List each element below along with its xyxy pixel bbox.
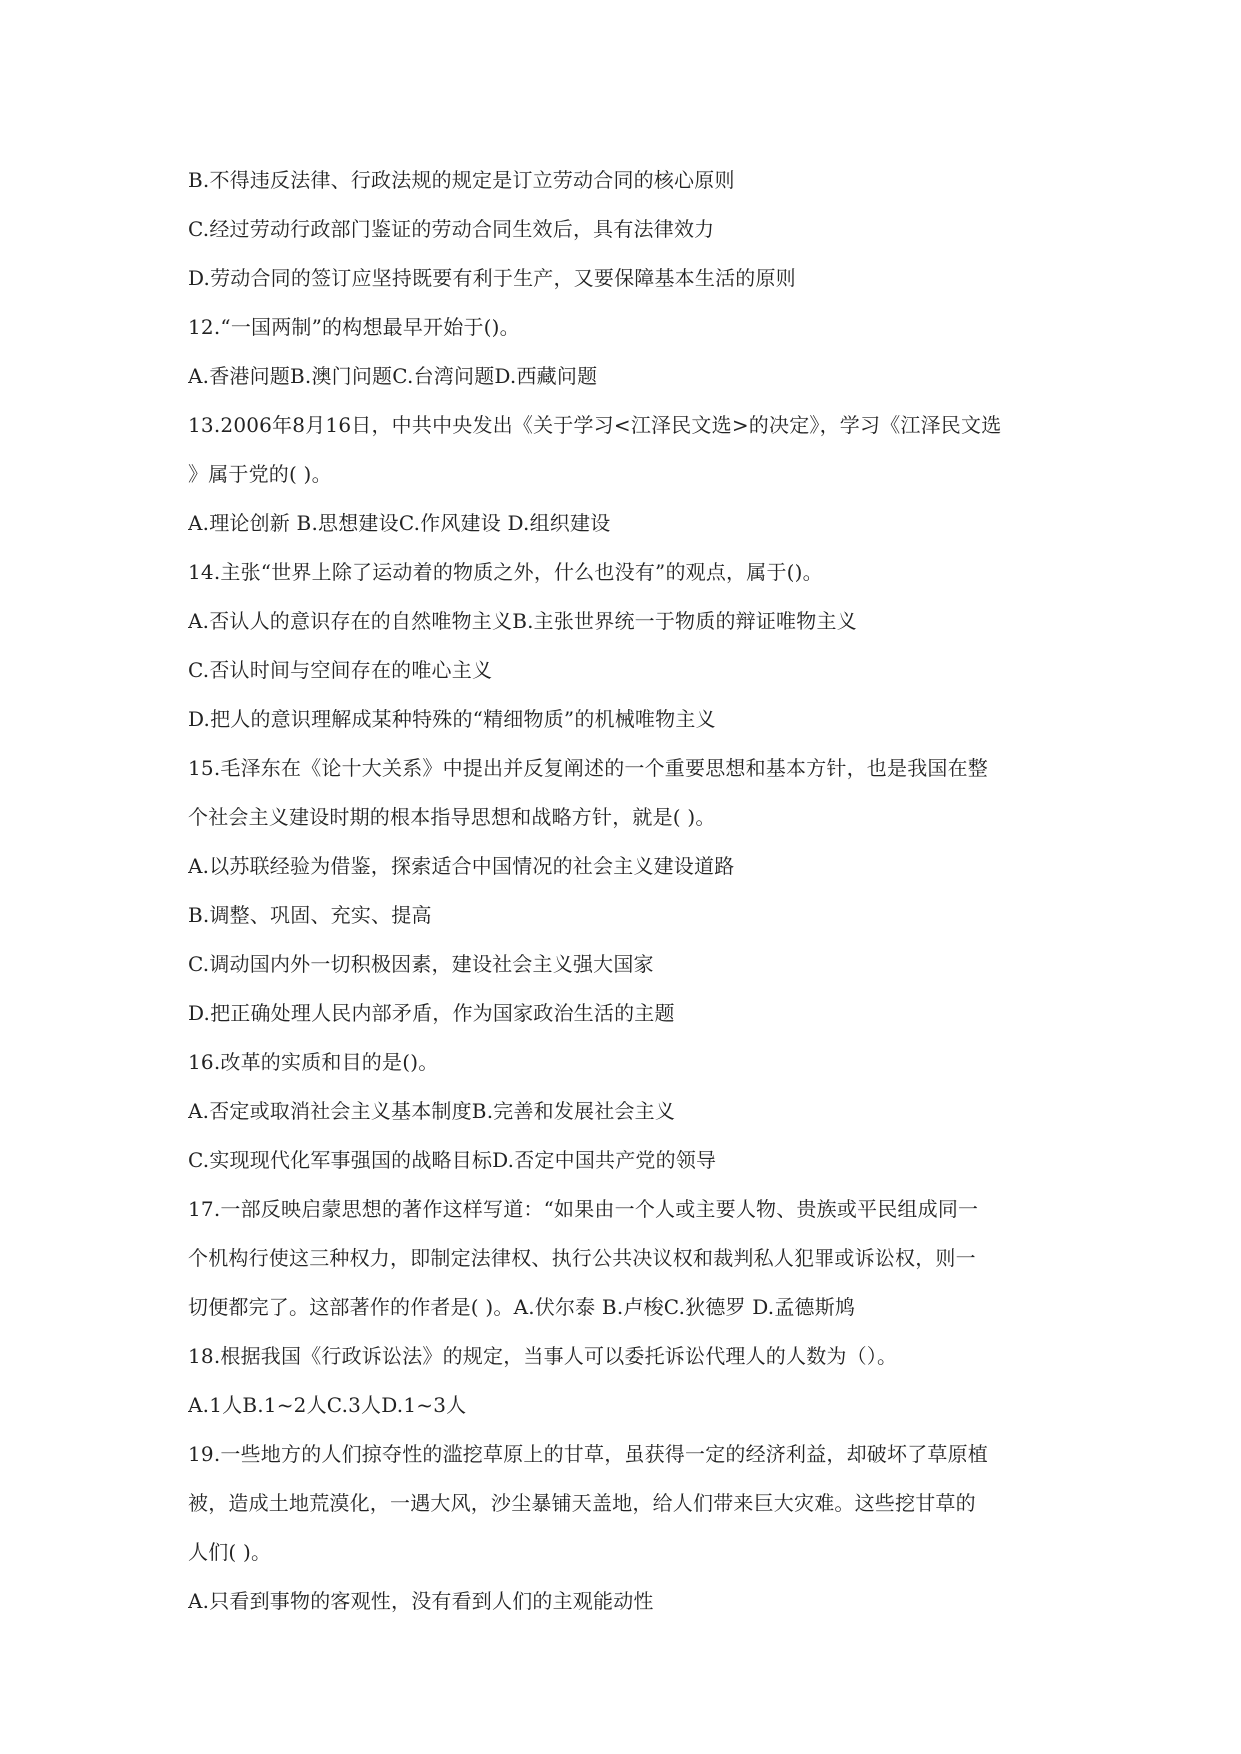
option-text: D.把人的意识理解成某种特殊的“精细物质”的机械唯物主义 xyxy=(188,707,716,731)
question-text: 被，造成土地荒漠化，一遇大风，沙尘暴铺天盖地，给人们带来巨大灾难。这些挖甘草的 xyxy=(188,1491,976,1515)
question-text: 切便都完了。这部著作的作者是( )。A.伏尔泰 B.卢梭C.狄德罗 D.孟德斯鸠 xyxy=(188,1295,856,1319)
option-text: A.只看到事物的客观性，没有看到人们的主观能动性 xyxy=(188,1589,654,1613)
option-text: D.把正确处理人民内部矛盾，作为国家政治生活的主题 xyxy=(188,1001,675,1025)
option-text: A.1人B.1~2人C.3人D.1~3人 xyxy=(188,1393,467,1417)
option-text: C.实现现代化军事强国的战略目标D.否定中国共产党的领导 xyxy=(188,1148,717,1172)
question-text: 14.主张“世界上除了运动着的物质之外，什么也没有”的观点，属于()。 xyxy=(188,560,823,584)
question-text: 个机构行使这三种权力，即制定法律权、执行公共决议权和裁判私人犯罪或诉讼权，则一 xyxy=(188,1246,976,1270)
question-text: 18.根据我国《行政诉讼法》的规定，当事人可以委托诉讼代理人的人数为（）。 xyxy=(188,1344,898,1368)
question-text: 》属于党的( )。 xyxy=(188,462,332,486)
option-text: C.否认时间与空间存在的唯心主义 xyxy=(188,658,493,682)
option-text: A.以苏联经验为借鉴，探索适合中国情况的社会主义建设道路 xyxy=(188,854,735,878)
option-text: B.不得违反法律、行政法规的规定是订立劳动合同的核心原则 xyxy=(188,168,735,192)
option-text: A.否定或取消社会主义基本制度B.完善和发展社会主义 xyxy=(188,1099,676,1123)
option-text: C.经过劳动行政部门鉴证的劳动合同生效后，具有法律效力 xyxy=(188,217,715,241)
question-text: 12.“一国两制”的构想最早开始于()。 xyxy=(188,315,520,339)
document-body xyxy=(188,156,1068,1626)
question-text: 17.一部反映启蒙思想的著作这样写道：“如果由一个人或主要人物、贵族或平民组成同一 xyxy=(188,1197,979,1221)
question-text: 个社会主义建设时期的根本指导思想和战略方针，就是( )。 xyxy=(188,805,716,829)
question-text: 19.一些地方的人们掠夺性的滥挖草原上的甘草，虽获得一定的经济利益，却破坏了草原植 xyxy=(188,1442,989,1466)
option-text: A.否认人的意识存在的自然唯物主义B.主张世界统一于物质的辩证唯物主义 xyxy=(188,609,857,633)
option-text: A.香港问题B.澳门问题C.台湾问题D.西藏问题 xyxy=(188,364,598,388)
question-text: 13.2006年8月16日，中共中央发出《关于学习<江泽民文选>的决定》，学习《江泽民文选 xyxy=(188,413,1002,437)
option-text: C.调动国内外一切积极因素，建设社会主义强大国家 xyxy=(188,952,654,976)
question-text: 人们( )。 xyxy=(188,1540,272,1564)
option-text: B.调整、巩固、充实、提高 xyxy=(188,903,432,927)
option-text: A.理论创新 B.思想建设C.作风建设 D.组织建设 xyxy=(188,511,611,535)
question-text: 15.毛泽东在《论十大关系》中提出并反复阐述的一个重要思想和基本方针，也是我国在整 xyxy=(188,756,989,780)
question-text: 16.改革的实质和目的是()。 xyxy=(188,1050,439,1074)
option-text: D.劳动合同的签订应坚持既要有利于生产，又要保障基本生活的原则 xyxy=(188,266,796,290)
